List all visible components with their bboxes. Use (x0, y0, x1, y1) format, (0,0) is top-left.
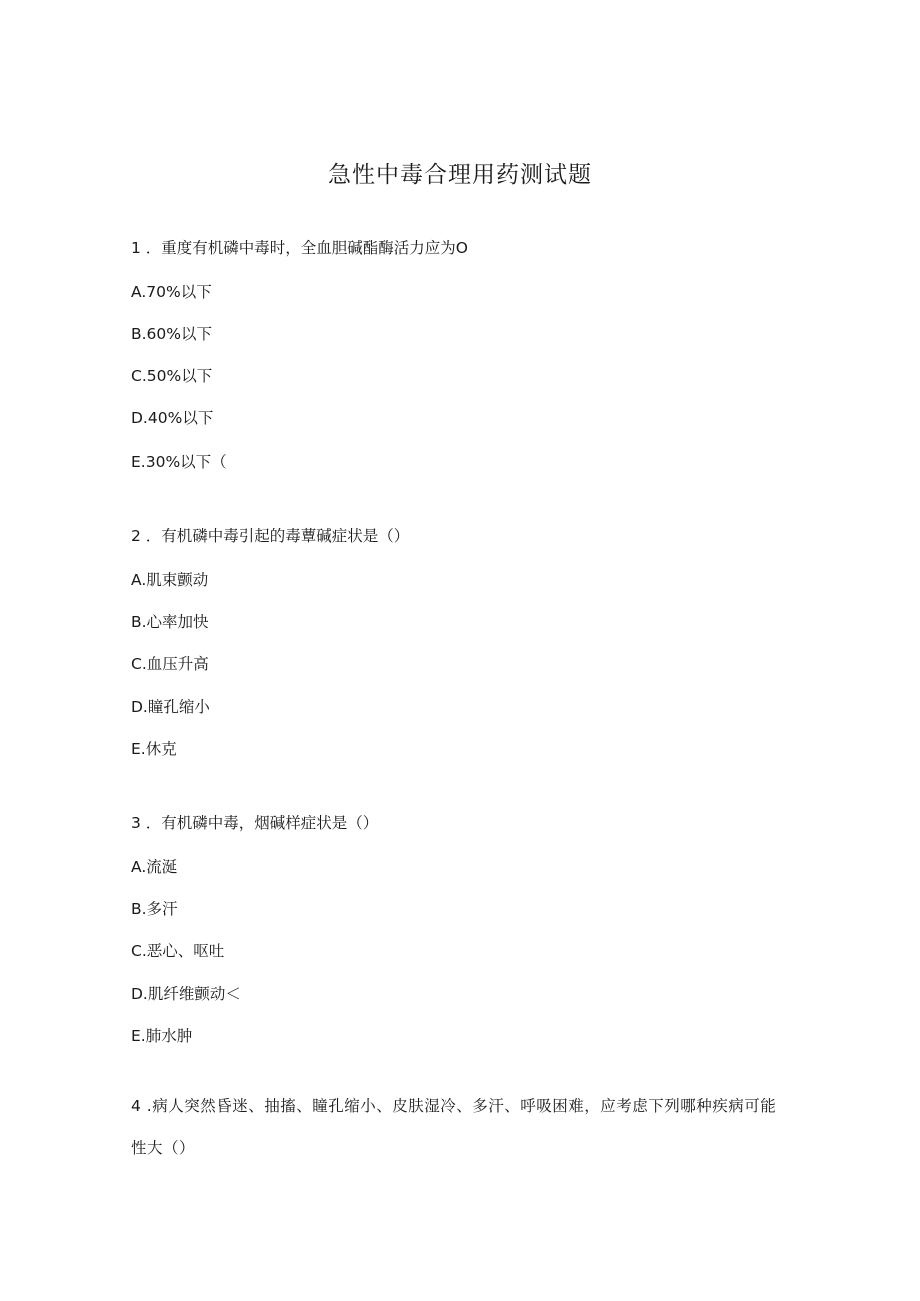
question-3-option-c: C.恶心、呕吐 (131, 942, 225, 960)
question-1-option-e: E.30%以下（ (131, 453, 227, 471)
question-1-option-d: D.40%以下 (131, 409, 214, 427)
page-title: 急性中毒合理用药测试题 (328, 162, 592, 188)
question-2-stem: 2 ．有机磷中毒引起的毒蕈碱症状是（） (131, 527, 410, 545)
question-1-option-b: B.60%以下 (131, 325, 213, 343)
question-4-stem: 4 .病人突然昏迷、抽搐、瞳孔缩小、皮肤湿冷、多汗、呼吸困难，应考虑下列哪种疾病可能性大（） (131, 1097, 777, 1157)
question-2-option-b: B.心率加快 (131, 613, 209, 631)
question-2-option-e: E.休克 (131, 740, 177, 758)
question-2-option-a: A.肌束颤动 (131, 571, 209, 589)
question-3-stem: 3 ．有机磷中毒，烟碱样症状是（） (131, 814, 379, 832)
question-3-option-b: B.多汗 (131, 900, 178, 918)
question-2-option-d: D.瞳孔缩小 (131, 698, 210, 716)
question-3-option-a: A.流涎 (131, 858, 178, 876)
question-1-option-c: C.50%以下 (131, 367, 213, 385)
question-2-option-c: C.血压升高 (131, 655, 209, 673)
question-1-option-a: A.70%以下 (131, 283, 212, 301)
question-3-option-d: D.肌纤维颤动＜ (131, 985, 241, 1003)
question-3-option-e: E.肺水肿 (131, 1027, 193, 1045)
question-1-stem: 1 ．重度有机磷中毒时，全血胆碱酯酶活力应为O (131, 239, 468, 257)
